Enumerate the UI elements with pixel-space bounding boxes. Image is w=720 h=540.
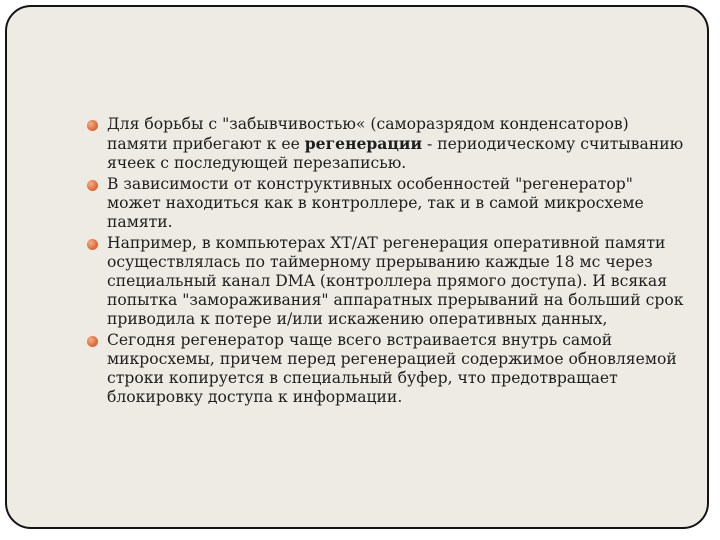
bullet-text: Сегодня регенератор чаще всего встраивается внутрь самой микросхемы, причем перед регенерацией содержимое обновляемой строки копируется в специальный буфер, что предотвращает блокировку доступа к информации.	[107, 331, 677, 406]
bullet-text	[107, 115, 683, 172]
bullet-text: В зависимости от конструктивных особенностей "регенератор" может находиться как в контроллере, так и в самой микросхеме памяти.	[107, 175, 644, 231]
bullet-text-part: - периодическому считыванию ячеек с последующей перезаписью.	[107, 135, 684, 172]
bullet-list	[85, 115, 685, 409]
bullet-item	[85, 331, 685, 407]
bullet-icon	[87, 120, 98, 131]
bullet-item	[85, 234, 685, 329]
bullet-item	[85, 175, 685, 232]
bullet-text-part: Для борьбы с "забывчивостью« (саморазрядом конденсаторов) памяти прибегают к ее	[107, 115, 629, 153]
bullet-icon	[87, 239, 98, 250]
slide	[5, 5, 709, 529]
bullet-icon	[87, 180, 98, 191]
bullet-text: Например, в компьютерах XT/AT регенерация оперативной памяти осуществлялась по таймерному прерыванию каждые 18 мс через специальный канал DMA (контроллера прямого доступа). И всякая попытка "замораживания" аппаратных прерываний на больший срок приводила к потере и/или искажению оперативных данных,	[107, 234, 684, 328]
bullet-text-emphasis: регенерации	[304, 134, 423, 153]
bullet-item	[85, 115, 685, 173]
bullet-icon	[87, 336, 98, 347]
